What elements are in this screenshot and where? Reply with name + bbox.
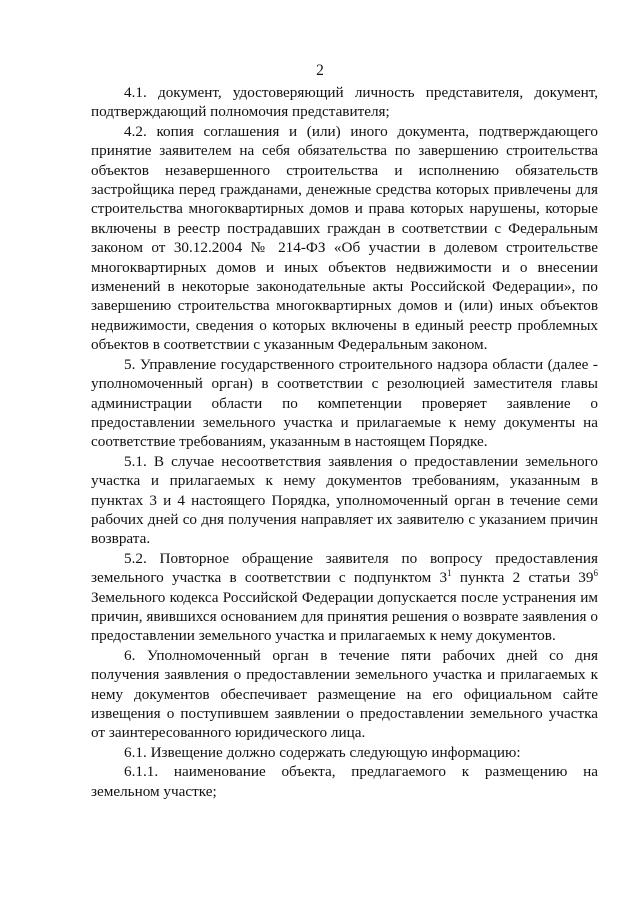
paragraph-4-2: 4.2. копия соглашения и (или) иного документа, подтверждающего принятие заявителем на себя обязательства по завершению строительства объектов незавершенного строительства и исполнению обязательств застройщика перед гражданами, денежные средства которых привлечены для строительства многоквартирных домов и права которых нарушены, которые включены в реестр пострадавших граждан в соответствии с Федеральным законом от 30.12.2004 № 214-ФЗ «Об участии в долевом строительстве многоквартирных домов и иных объектов недвижимости и о внесении изменений в некоторые законодательные акты Российской Федерации», по завершению строительства многоквартирных домов и (или) иных объектов недвижимости, сведения о которых включены в единый реестр проблемных объектов в соответствии с указанным Федеральным законом.	[91, 122, 598, 354]
page-number: 2	[316, 62, 324, 79]
paragraph-5-2-text-end: Земельного кодекса Российской Федерации допускается после устранения им причин, явившихся основанием для принятия решения о возврате заявления о предоставлении земельного участка и прилагаемых к нему документов.	[91, 588, 598, 645]
paragraph-6: 6. Уполномоченный орган в течение пяти рабочих дней со дня получения заявления о предоставлении земельного участка и прилагаемых к нему документов обеспечивает размещение на его официальном сайте извещения о поступившем заявлении о предоставлении земельного участка от заинтересованного юридического лица.	[91, 646, 598, 742]
document-body	[91, 83, 598, 801]
paragraph-5-2	[91, 549, 598, 646]
paragraph-5-1: 5.1. В случае несоответствия заявления о предоставлении земельного участка и прилагаемых к нему документов требованиям, указанным в пунктах 3 и 4 настоящего Порядка, уполномоченный орган в течение семи рабочих дней со дня получения направляет их заявителю с указанием причин возврата.	[91, 452, 598, 548]
superscript-article: 6	[593, 568, 598, 579]
paragraph-6-1-1: 6.1.1. наименование объекта, предлагаемого к размещению на земельном участке;	[91, 763, 598, 800]
paragraph-5-2-text-start: 5.2. Повторное обращение заявителя по вопросу предоставления земельного участка в соответствии с подпунктом 3	[91, 549, 598, 587]
paragraph-5: 5. Управление государственного строительного надзора области (далее - уполномоченный орган) в соответствии с резолюцией заместителя главы администрации области по компетенции проверяет заявление о предоставлении земельного участка и прилагаемые к нему документы на соответствие требованиям, указанным в настоящем Порядке.	[91, 355, 598, 451]
paragraph-6-1: 6.1. Извещение должно содержать следующую информацию:	[124, 743, 521, 761]
paragraph-5-2-text-middle: пункта 2 статьи 39	[451, 569, 594, 587]
superscript-subparagraph: 1	[447, 568, 452, 579]
paragraph-4-1: 4.1. документ, удостоверяющий личность представителя, документ, подтверждающий полномочия представителя;	[91, 84, 598, 121]
